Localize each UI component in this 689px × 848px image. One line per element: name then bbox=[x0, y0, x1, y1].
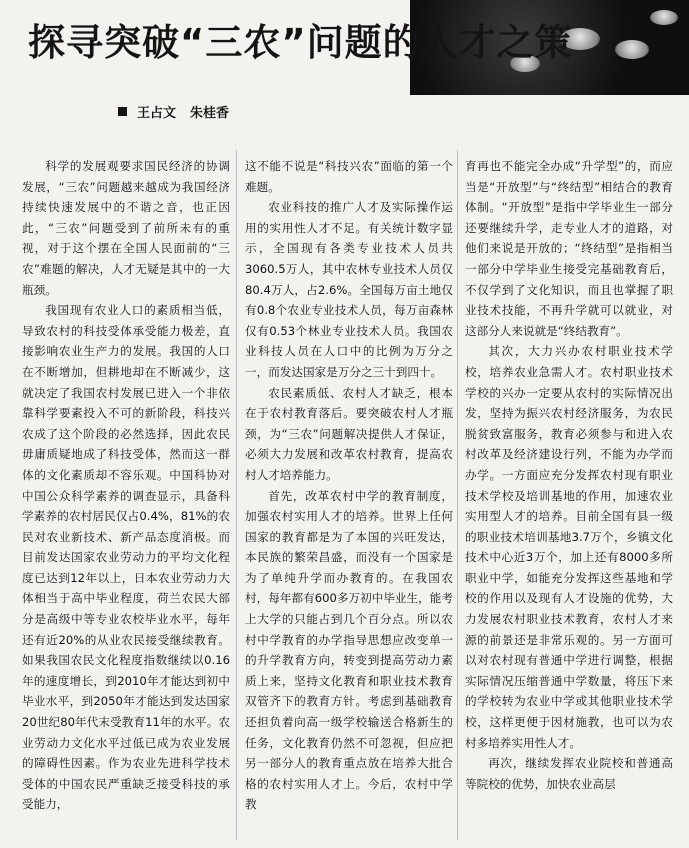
paragraph: 再次，继续发挥农业院校和普通高等院校的优势，加快农业高层 bbox=[465, 756, 673, 791]
author-name: 王占文 bbox=[137, 106, 177, 121]
text-column-2 bbox=[245, 156, 453, 815]
author-name: 朱桂香 bbox=[190, 106, 230, 121]
paragraph: 农业科技的推广人才及实际操作运用的实用性人才不足。有关统计数字显示，全国现有各类专业技术人员共3060.5万人，其中农林专业技术人员仅80.4万人，占2.6%。全国每万亩土地仅有0.8个农业专业技术人员，每万亩森林仅有0.53个林业专业技术人员。我国农业科技人员在人口中的比例为万分之一，而发达国家是万分之三十到四十。 bbox=[245, 200, 453, 379]
column-divider bbox=[236, 150, 237, 840]
paragraph: 科学的发展观要求国民经济的协调发展，“三农”问题越来越成为我国经济持续快速发展中的不谐之音，也正因此，“三农”问题受到了前所未有的重视，对于这个摆在全国人民面前的“三农”难题的解决，人才无疑是其中的一大瓶颈。 bbox=[22, 159, 230, 297]
article-title: 探寻突破“三农”问题的人才之策 bbox=[28, 21, 573, 64]
paragraph: 首先，改革农村中学的教育制度，加强农村实用人才的培养。世界上任何国家的教育都是为了本国的兴旺发达，本民族的繁荣昌盛，而没有一个国家是为了单纯升学而办教育的。在我国农村，每年都有600多万初中毕业生，能考上大学的只能占到几个百分点。所以农村中学教育的办学指导思想应改变单一的升学教育方向，转变到提高劳动力素质上来，坚持文化教育和职业技术教育双管齐下的教育方针。考虑到基础教育还担负着向高一级学校输送合格新生的任务，文化教育仍然不可忽视，但应把另一部分人的教育重点放在培养大批合格的农村实用人才上。今后，农村中学教 bbox=[245, 488, 453, 812]
paragraph: 我国现有农业人口的素质相当低，导致农村的科技受体承受能力极差，直接影响农业生产力的发展。我国的人口在不断增加，但耕地却在不断减少，这就决定了我国农村发展已进入一个非依靠科学要素投入不可的新阶段，科技兴农成了这个阶段的必然选择，因此农民毋庸质疑地成了科技受体，然而这一群体的文化素质却不容乐观。中国科协对中国公众科学素养的调查显示，具备科学素养的农村居民仅占0.4%，81%的农民对农业新技术、新产品态度消极。而目前发达国家农业劳动力的平均文化程度已达到12年以上，日本农业劳动力大体相当于高中毕业程度，荷兰农民大部分是高级中等专业农校毕业水平，每年还有近20%的从业农民接受继续教育。如果我国农民文化程度指数继续以0.16年的速度增长，到2010年才能达到初中毕业水平，到2050年才能达到发达国家20世纪80年代末受教育11年的水平。农业劳动力文化水平过低已成为农业发展的障碍性因素。作为农业先进科学技术受体的中国农民严重缺乏接受科技的承受能力， bbox=[22, 303, 230, 812]
paragraph: 这不能不说是“科技兴农”面临的第一个难题。 bbox=[245, 159, 453, 194]
column-divider bbox=[457, 150, 458, 840]
paragraph: 其次，大力兴办农村职业技术学校，培养农业急需人才。农村职业技术学校的兴办一定要从农村的实际情况出发，坚持为振兴农村经济服务，为农民脱贫致富服务，教育必须参与和进入农村改革及经济建设行列，不能为办学而办学。一方面应充分发挥农村现有职业技术学校及培训基地的作用，加速农业实用型人才的培养。目前全国有县一级的职业技术培训基地3.7万个，乡镇文化技术中心近3万个，加上还有8000多所职业中学，如能充分发挥这些基地和学校的作用以及现有人才设施的优势，大力发展农村职业技术教育，农村人才来源的前景还是非常乐观的。另一方面可以对农村现有普通中学进行调整，根据实际情况压缩普通中学数量，将压下来的学校转为农业中学或其他职业技术学校，这样更便于因材施教，也可以为农村多培养实用性人才。 bbox=[465, 344, 673, 750]
byline bbox=[118, 102, 229, 121]
bullet-square-icon bbox=[118, 107, 127, 116]
text-column-1 bbox=[22, 156, 230, 815]
paragraph: 农民素质低、农村人才缺乏，根本在于农村教育落后。要突破农村人才瓶颈，为“三农”问题解决提供人才保证，必须大力发展和改革农村教育，提高农村人才培养能力。 bbox=[245, 385, 453, 482]
text-column-3 bbox=[465, 156, 673, 794]
paragraph: 育再也不能完全办成“升学型”的，而应当是“开放型”与“终结型”相结合的教育体制。“开放型”是指中学毕业生一部分还要继续升学，走专业人才的道路，对他们来说是开放的；“终结型”是指相当一部分中学毕业生接受完基础教育后，不仅学到了文化知识，而且也掌握了职业技术技能，不再升学就可以就业，对这部分人来说就是“终结教育”。 bbox=[465, 159, 673, 338]
